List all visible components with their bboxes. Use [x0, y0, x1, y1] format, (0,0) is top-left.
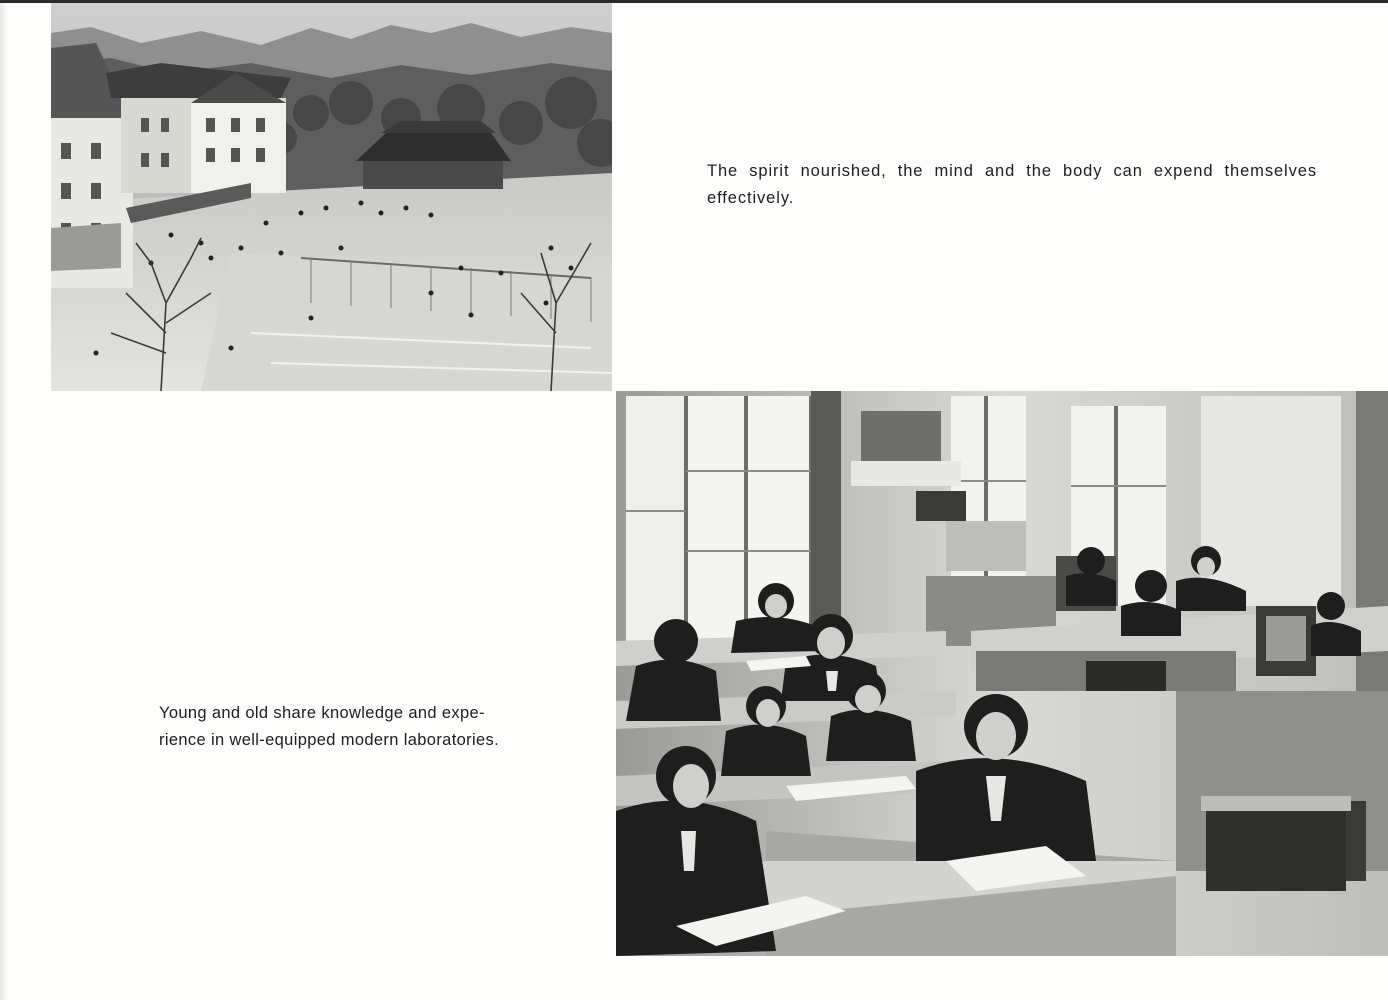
laboratory-caption	[159, 700, 531, 754]
campus-sports-photo	[51, 3, 612, 391]
laboratory-classroom-photo	[616, 391, 1388, 956]
laboratory-caption-line-1: Young and old share knowledge and expe-	[159, 704, 485, 722]
laboratory-photo-illustration	[616, 391, 1388, 956]
campus-caption-text: The spirit nourished, the mind and the body can expend themselves effectively.	[707, 162, 1317, 207]
campus-photo-illustration	[51, 3, 612, 391]
campus-caption	[707, 158, 1317, 212]
page-edge-shadow	[0, 0, 8, 1000]
laboratory-caption-line-2: rience in well-equipped modern laboratories.	[159, 731, 500, 749]
